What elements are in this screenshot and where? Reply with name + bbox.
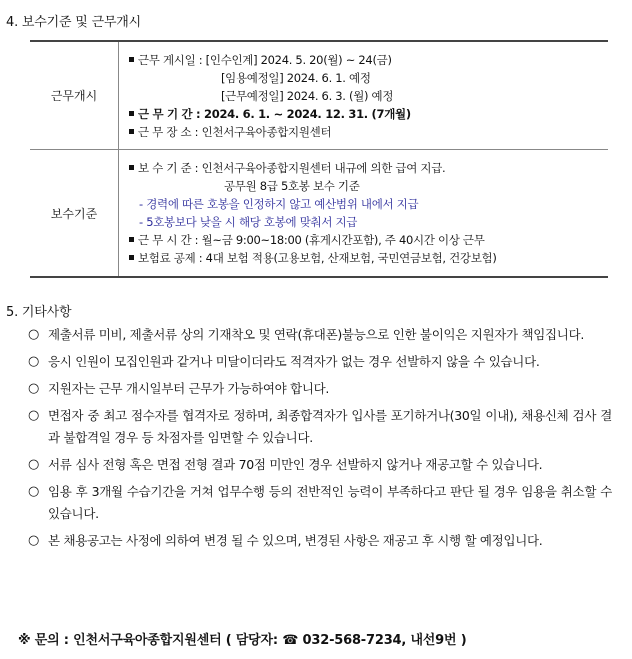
list-item: ○ 제출서류 미비, 제출서류 상의 기재착오 및 연락(휴대폰)불능으로 인한 불이익은 지원자가 책임집니다. (28, 324, 612, 346)
work-start-line: [임용예정일] 2024. 6. 1. 예정 (221, 70, 371, 85)
list-item: ○ 서류 심사 전형 혹은 면접 전형 결과 70점 미만인 경우 선발하지 않거나 재공고할 수 있습니다. (28, 454, 612, 476)
circle-bullet-icon: ○ (28, 533, 40, 548)
work-start-line: 근무 게시일 : [인수인계] 2024. 5. 20(월) ~ 24(금) (129, 51, 608, 69)
pay-and-work-table (30, 40, 608, 278)
square-bullet-icon (129, 57, 134, 62)
circle-bullet-icon: ○ (28, 327, 40, 342)
circle-bullet-icon: ○ (28, 408, 40, 423)
square-bullet-icon (129, 237, 134, 242)
pay-label: 보수기준 (30, 150, 119, 278)
square-bullet-icon (129, 165, 134, 170)
circle-bullet-icon: ○ (28, 457, 40, 472)
pay-content (119, 150, 609, 278)
work-start-content (119, 41, 609, 150)
square-bullet-icon (129, 255, 134, 260)
list-item: ○ 임용 후 3개월 수습기간을 거쳐 업무수행 등의 전반적인 능력이 부족하다고 판단 될 경우 임용을 취소할 수 있습니다. (28, 481, 612, 525)
square-bullet-icon (129, 129, 134, 134)
pay-line: 보 수 기 준 : 인천서구육아종합지원센터 내규에 의한 급여 지급. (129, 159, 608, 177)
circle-bullet-icon: ○ (28, 484, 40, 499)
work-hours-line: 근 무 시 간 : 월~금 9:00~18:00 (휴게시간포함), 주 40시간 이상 근무 (129, 231, 608, 249)
notes-list (28, 324, 612, 557)
list-item: ○ 지원자는 근무 개시일부터 근무가 가능하여야 합니다. (28, 378, 612, 400)
circle-bullet-icon: ○ (28, 381, 40, 396)
list-item: ○ 본 채용공고는 사정에 의하여 변경 될 수 있으며, 변경된 사항은 재공고 후 시행 할 예정입니다. (28, 530, 612, 552)
pay-note-line: - 5호봉보다 낮을 시 해당 호봉에 맞춰서 지급 (139, 215, 358, 229)
section-4-heading: 4. 보수기준 및 근무개시 (6, 15, 142, 30)
work-period-line: 근 무 기 간 : 2024. 6. 1. ~ 2024. 12. 31. (7개월) (129, 105, 608, 123)
work-place-line: 근 무 장 소 : 인천서구육아종합지원센터 (129, 123, 608, 141)
pay-row (30, 150, 608, 278)
work-start-line: [근무예정일] 2024. 6. 3. (월) 예정 (221, 88, 394, 103)
contact-info: ※ 문의 : 인천서구육아종합지원센터 ( 담당자: ☎ 032-568-7234, 내선9번 ) (18, 633, 467, 648)
work-start-row (30, 41, 608, 150)
square-bullet-icon (129, 111, 134, 116)
section-5-heading: 5. 기타사항 (6, 305, 72, 320)
circle-bullet-icon: ○ (28, 354, 40, 369)
work-start-label: 근무개시 (30, 41, 119, 150)
list-item: ○ 면접자 중 최고 점수자를 협격자로 정하며, 최종합격자가 입사를 포기하거나(30일 이내), 채용신체 검사 결과 불합격일 경우 등 차점자를 임면할 수 있습니다. (28, 405, 612, 449)
pay-line: 공무원 8급 5호봉 보수 기준 (224, 179, 360, 193)
pay-note-line: - 경력에 따른 호봉을 인정하지 않고 예산범위 내에서 지급 (139, 197, 419, 211)
insurance-line: 보험료 공제 : 4대 보험 적용(고용보험, 산재보험, 국민연금보험, 건강보험) (129, 249, 608, 267)
list-item: ○ 응시 인원이 모집인원과 같거나 미달이더라도 적격자가 없는 경우 선발하지 않을 수 있습니다. (28, 351, 612, 373)
